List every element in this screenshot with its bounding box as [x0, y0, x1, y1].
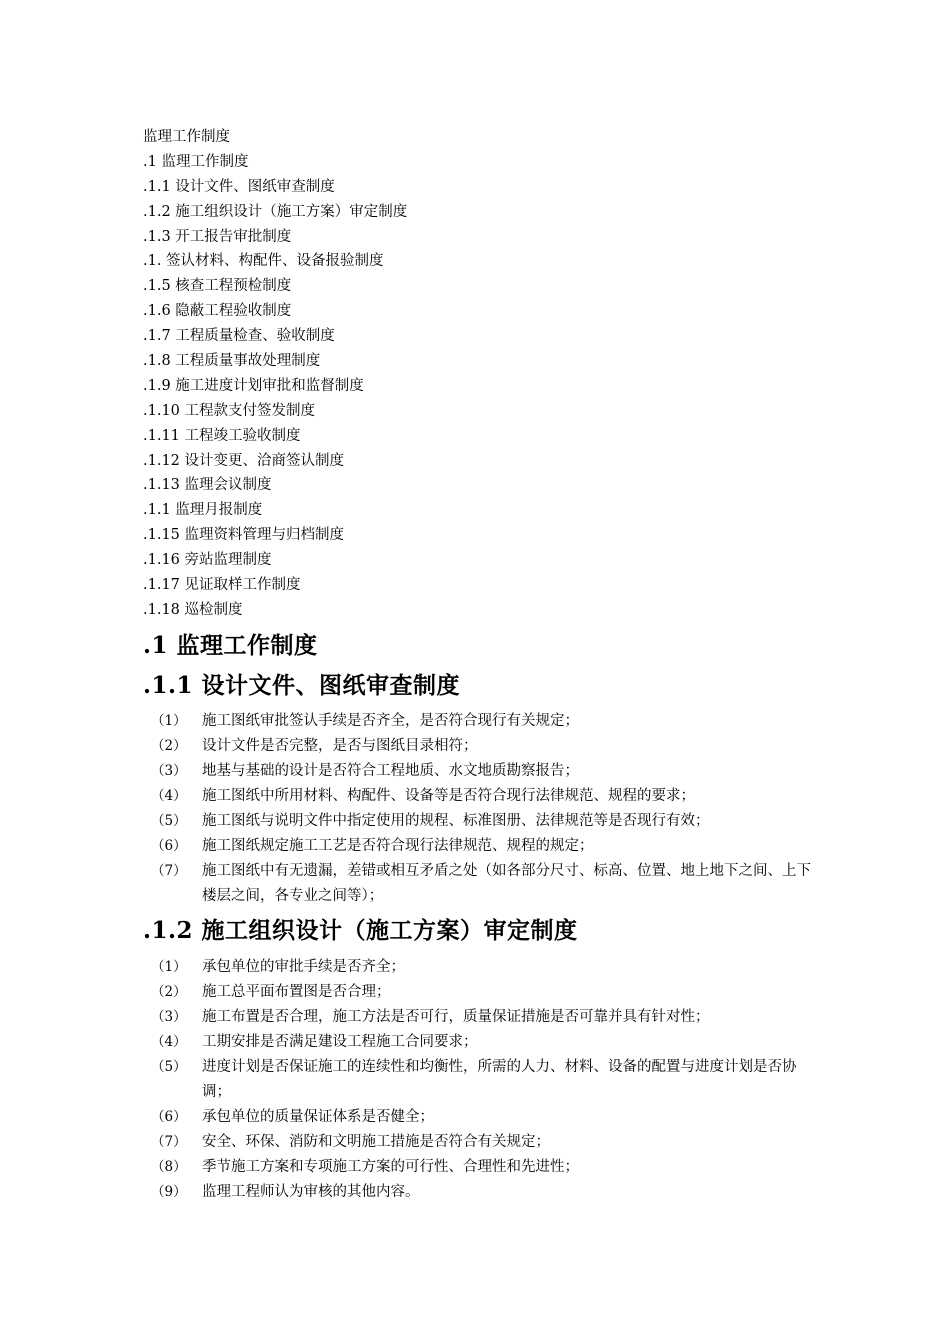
item-text: 进度计划是否保证施工的连续性和均衡性，所需的人力、材料、设备的配置与进度计划是否协调； [202, 1058, 797, 1100]
item-number: （2） [151, 737, 187, 754]
item-text: 承包单位的审批手续是否齐全； [202, 958, 405, 975]
item-text: 地基与基础的设计是否符合工程地质、水文地质勘察报告； [202, 762, 579, 779]
item-number: （8） [151, 1158, 187, 1175]
construction-plan-list [143, 955, 823, 1205]
toc-entry[interactable]: .1.1 监理月报制度 [143, 502, 263, 519]
item-number: （5） [151, 812, 187, 829]
item-text: 设计文件是否完整，是否与图纸目录相符； [202, 737, 478, 754]
item-number: （1） [151, 712, 187, 729]
toc-entry[interactable]: .1 监理工作制度 [143, 153, 249, 170]
toc-entry[interactable]: .1.3 开工报告审批制度 [143, 228, 292, 245]
item-number: （9） [151, 1183, 187, 1200]
item-number: （3） [151, 1008, 187, 1025]
item-text: 施工图纸与说明文件中指定使用的规程、标准图册、法律规范等是否现行有效； [202, 812, 710, 829]
toc-entry[interactable]: .1.9 施工进度计划审批和监督制度 [143, 377, 364, 394]
item-number: （1） [151, 958, 187, 975]
toc-entry[interactable]: .1.8 工程质量事故处理制度 [143, 353, 321, 370]
item-number: （5） [151, 1058, 187, 1075]
item-number: （2） [151, 983, 187, 1000]
list-item [143, 1155, 823, 1180]
item-number: （3） [151, 762, 187, 779]
toc-entry[interactable]: .1.15 监理资料管理与归档制度 [143, 527, 345, 544]
toc-entry[interactable]: .1.7 工程质量检查、验收制度 [143, 328, 335, 345]
list-item [143, 809, 823, 834]
list-item [143, 1130, 823, 1155]
list-item [143, 1055, 823, 1105]
toc-entry[interactable]: .1.1 设计文件、图纸审查制度 [143, 178, 335, 195]
subsection-heading-design-review: .1.1 设计文件、图纸审查制度 [143, 671, 461, 699]
design-review-list [143, 709, 823, 909]
list-item [143, 980, 823, 1005]
item-number: （4） [151, 1033, 187, 1050]
toc-entry[interactable]: .1.17 见证取样工作制度 [143, 577, 301, 594]
item-text: 季节施工方案和专项施工方案的可行性、合理性和先进性； [202, 1158, 579, 1175]
subsection-heading-construction-plan: .1.2 施工组织设计（施工方案）审定制度 [143, 916, 578, 944]
item-number: （6） [151, 1108, 187, 1125]
item-number: （7） [151, 862, 187, 879]
list-item [143, 1105, 823, 1130]
toc-entry[interactable]: .1.10 工程款支付签发制度 [143, 402, 316, 419]
document-content [143, 125, 823, 1205]
item-number: （4） [151, 787, 187, 804]
toc-entry[interactable]: .1.6 隐蔽工程验收制度 [143, 303, 292, 320]
item-number: （7） [151, 1133, 187, 1150]
section-heading: .1 监理工作制度 [143, 631, 318, 659]
toc-entry[interactable]: .1.16 旁站监理制度 [143, 552, 272, 569]
item-text: 监理工程师认为审核的其他内容。 [202, 1183, 420, 1200]
toc-entry[interactable]: .1.18 巡检制度 [143, 601, 243, 618]
toc-entry[interactable]: .1.11 工程竣工验收制度 [143, 427, 301, 444]
item-number: （6） [151, 837, 187, 854]
table-of-contents [143, 125, 823, 623]
item-text: 工期安排是否满足建设工程施工合同要求； [202, 1033, 478, 1050]
list-item [143, 1180, 823, 1205]
list-item [143, 734, 823, 759]
item-text: 施工图纸中有无遗漏，差错或相互矛盾之处（如各部分尺寸、标高、位置、地上地下之间、上下楼层之间，各专业之间等）； [202, 862, 811, 904]
list-item [143, 784, 823, 809]
list-item [143, 759, 823, 784]
toc-entry[interactable]: .1.13 监理会议制度 [143, 477, 272, 494]
list-item [143, 859, 823, 909]
item-text: 安全、环保、消防和文明施工措施是否符合有关规定； [202, 1133, 550, 1150]
toc-entry[interactable]: .1.5 核查工程预检制度 [143, 278, 292, 295]
item-text: 施工图纸规定施工工艺是否符合现行法律规范、规程的规定； [202, 837, 594, 854]
list-item [143, 955, 823, 980]
item-text: 施工图纸审批签认手续是否齐全，是否符合现行有关规定； [202, 712, 579, 729]
toc-entry[interactable]: .1.12 设计变更、洽商签认制度 [143, 452, 345, 469]
item-text: 承包单位的质量保证体系是否健全； [202, 1108, 434, 1125]
toc-entry[interactable]: .1. 签认材料、构配件、设备报验制度 [143, 253, 384, 270]
list-item [143, 709, 823, 734]
item-text: 施工图纸中所用材料、构配件、设备等是否符合现行法律规范、规程的要求； [202, 787, 695, 804]
list-item [143, 834, 823, 859]
item-text: 施工总平面布置图是否合理； [202, 983, 391, 1000]
item-text: 施工布置是否合理，施工方法是否可行，质量保证措施是否可靠并具有针对性； [202, 1008, 710, 1025]
list-item [143, 1030, 823, 1055]
toc-title: 监理工作制度 [143, 129, 230, 145]
toc-entry[interactable]: .1.2 施工组织设计（施工方案）审定制度 [143, 203, 408, 220]
list-item [143, 1005, 823, 1030]
